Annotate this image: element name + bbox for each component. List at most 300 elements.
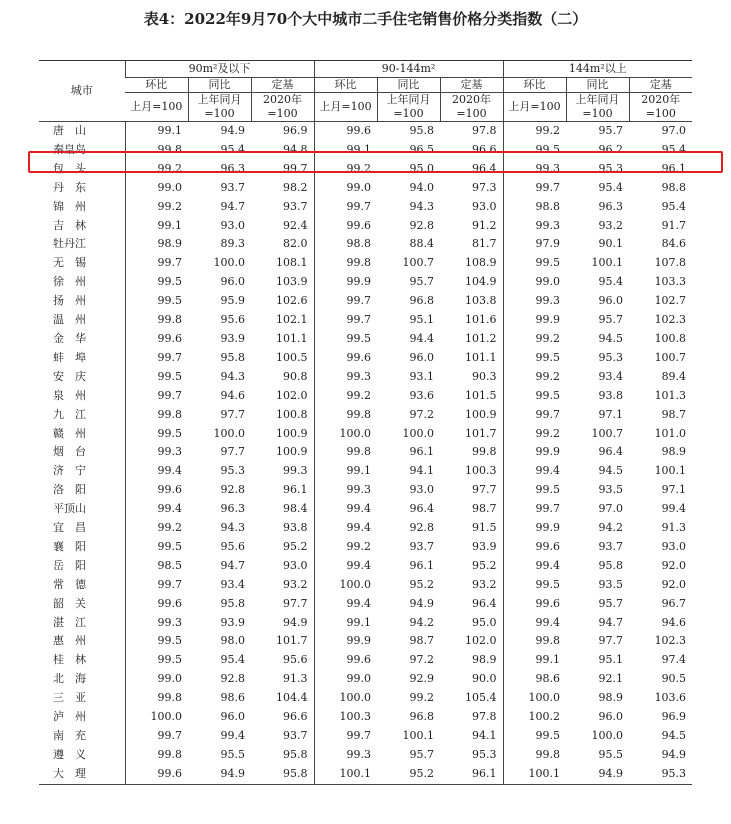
value-cell: 99.2: [503, 368, 566, 387]
value-cell: 96.0: [598, 710, 624, 724]
city-cell: 泸 州: [39, 708, 125, 727]
value-cell: 94.6: [220, 388, 245, 402]
value-cell: 88.4: [409, 237, 435, 251]
value-cell: 95.4: [220, 142, 245, 156]
value-cell: 100.8: [654, 331, 687, 345]
city-cell: 北 海: [39, 670, 125, 689]
value-cell: 100.0: [503, 689, 566, 708]
city-cell: 赣 州: [39, 425, 125, 444]
value-cell: 93.9: [220, 615, 245, 629]
value-cell: 99.6: [314, 651, 377, 670]
value-cell: 99.9: [503, 519, 566, 538]
value-cell: 95.8: [598, 558, 624, 572]
table-row: [39, 122, 692, 141]
city-cell: 徐 州: [39, 273, 125, 292]
value-cell: 93.0: [220, 218, 245, 232]
value-cell: 99.4: [503, 614, 566, 633]
value-cell: 96.0: [220, 275, 245, 289]
value-cell: 96.9: [661, 710, 687, 724]
value-cell: 99.5: [157, 369, 182, 383]
value-cell: 98.5: [157, 558, 182, 572]
value-cell: 94.7: [220, 558, 245, 572]
value-cell: 99.2: [314, 387, 377, 406]
value-cell: 93.4: [598, 369, 624, 383]
value-cell: 97.2: [409, 407, 435, 421]
value-cell: 94.5: [598, 464, 624, 478]
value-cell: 99.2: [503, 330, 566, 349]
value-cell: 103.3: [654, 275, 687, 289]
table-row: [39, 614, 692, 633]
value-cell: 97.7: [472, 483, 497, 497]
value-cell: 90.3: [472, 369, 497, 383]
value-cell: 94.4: [409, 331, 435, 345]
value-cell: 108.9: [465, 256, 497, 270]
value-cell: 99.8: [157, 313, 182, 327]
value-cell: 95.8: [220, 350, 245, 364]
value-cell: 93.7: [598, 539, 624, 553]
value-cell: 99.6: [314, 349, 377, 368]
value-cell: 99.5: [157, 653, 182, 667]
value-cell: 94.3: [409, 199, 435, 213]
value-cell: 99.6: [157, 331, 182, 345]
value-cell: 99.3: [314, 368, 377, 387]
value-cell: 99.5: [503, 727, 566, 746]
value-cell: 95.8: [409, 124, 435, 137]
sub-header: 环比: [314, 78, 377, 93]
value-cell: 94.0: [409, 180, 435, 194]
table-row: [39, 651, 692, 670]
value-cell: 97.4: [661, 653, 687, 667]
value-cell: 95.4: [598, 180, 624, 194]
value-cell: 99.8: [157, 142, 182, 156]
value-cell: 99.7: [157, 256, 182, 270]
value-cell: 99.7: [503, 500, 566, 519]
city-cell: 遵 义: [39, 746, 125, 765]
value-cell: 99.8: [503, 632, 566, 651]
value-cell: 95.7: [598, 124, 624, 137]
city-cell: 惠 州: [39, 632, 125, 651]
value-cell: 92.8: [220, 672, 245, 686]
value-cell: 90.1: [598, 237, 624, 251]
value-cell: 96.9: [283, 124, 308, 137]
value-cell: 95.6: [220, 539, 245, 553]
value-cell: 99.7: [314, 198, 377, 217]
table-row: [39, 217, 692, 236]
value-cell: 100.0: [314, 689, 377, 708]
value-cell: 94.1: [472, 729, 497, 742]
value-cell: 93.5: [598, 483, 624, 497]
value-cell: 99.7: [503, 406, 566, 425]
base-header: 上月=100: [314, 93, 377, 122]
table-row: [39, 595, 692, 614]
value-cell: 100.7: [591, 426, 624, 440]
value-cell: 97.8: [472, 124, 497, 137]
table-row: [39, 254, 692, 273]
value-cell: 98.9: [661, 445, 687, 459]
value-cell: 101.7: [465, 426, 497, 440]
value-cell: 94.9: [283, 615, 308, 629]
value-cell: 99.2: [157, 161, 182, 175]
value-cell: 98.4: [283, 502, 308, 516]
table-row: [39, 746, 692, 765]
value-cell: 99.2: [409, 691, 435, 705]
sub-header: 环比: [503, 78, 566, 93]
value-cell: 97.8: [472, 710, 497, 724]
value-cell: 99.5: [157, 426, 182, 440]
value-cell: 93.0: [472, 199, 497, 213]
value-cell: 99.8: [157, 407, 182, 421]
value-cell: 99.5: [503, 576, 566, 595]
value-cell: 100.7: [402, 256, 435, 270]
value-cell: 100.1: [314, 765, 377, 784]
value-cell: 95.4: [220, 653, 245, 667]
group-header-medium: 90-144m²: [314, 61, 503, 78]
value-cell: 99.5: [503, 481, 566, 500]
city-cell: 唐 山: [39, 122, 125, 141]
value-cell: 95.7: [409, 275, 435, 289]
value-cell: 99.8: [314, 443, 377, 462]
value-cell: 102.7: [654, 294, 687, 308]
value-cell: 94.7: [598, 615, 624, 629]
value-cell: 96.6: [472, 142, 497, 156]
value-cell: 100.0: [314, 576, 377, 595]
value-cell: 100.0: [213, 426, 245, 440]
table-row: [39, 538, 692, 557]
value-cell: 96.7: [661, 596, 687, 610]
value-cell: 97.1: [661, 483, 687, 497]
value-cell: 100.3: [314, 708, 377, 727]
value-cell: 95.3: [598, 350, 624, 364]
base-header: 2020年=100: [629, 93, 692, 122]
value-cell: 102.1: [276, 313, 308, 327]
sub-header: 定基: [629, 78, 692, 93]
value-cell: 100.9: [465, 407, 497, 421]
table-row: [39, 406, 692, 425]
value-cell: 89.4: [661, 369, 687, 383]
value-cell: 96.2: [598, 142, 624, 156]
group-header-small: 90m²及以下: [125, 61, 314, 78]
value-cell: 95.1: [409, 313, 435, 327]
value-cell: 100.1: [654, 464, 687, 478]
table-row: [39, 632, 692, 651]
table-row: [39, 330, 692, 349]
sub-header: 同比: [188, 78, 251, 93]
table-row: [39, 311, 692, 330]
value-cell: 103.6: [654, 691, 687, 705]
value-cell: 93.4: [220, 577, 245, 591]
value-cell: 91.7: [661, 218, 687, 232]
value-cell: 99.8: [314, 406, 377, 425]
value-cell: 96.3: [220, 502, 245, 516]
value-cell: 95.6: [220, 313, 245, 327]
value-cell: 97.7: [220, 445, 245, 459]
base-header: 上年同月=100: [188, 93, 251, 122]
value-cell: 99.4: [503, 462, 566, 481]
value-cell: 96.1: [409, 445, 435, 459]
value-cell: 98.9: [472, 653, 497, 667]
value-cell: 100.0: [150, 710, 182, 724]
value-cell: 100.1: [591, 256, 624, 270]
city-cell: 安 庆: [39, 368, 125, 387]
value-cell: 92.0: [661, 558, 687, 572]
value-cell: 98.8: [661, 180, 687, 194]
value-cell: 99.5: [503, 141, 566, 160]
value-cell: 99.6: [157, 483, 182, 497]
value-cell: 99.2: [503, 122, 566, 141]
value-cell: 99.0: [157, 180, 182, 194]
value-cell: 101.5: [465, 388, 497, 402]
value-cell: 102.3: [654, 313, 687, 327]
value-cell: 91.3: [283, 672, 308, 686]
value-cell: 93.8: [598, 388, 624, 402]
value-cell: 100.0: [213, 256, 245, 270]
value-cell: 95.8: [220, 596, 245, 610]
value-cell: 97.1: [598, 407, 624, 421]
value-cell: 98.0: [220, 634, 245, 648]
table-row: [39, 235, 692, 254]
value-cell: 93.2: [598, 218, 624, 232]
value-cell: 99.4: [503, 557, 566, 576]
value-cell: 99.6: [503, 538, 566, 557]
value-cell: 94.5: [598, 331, 624, 345]
value-cell: 99.9: [503, 311, 566, 330]
value-cell: 99.7: [157, 729, 182, 742]
value-cell: 96.1: [661, 161, 687, 175]
value-cell: 95.0: [409, 161, 435, 175]
base-header: 上年同月=100: [377, 93, 440, 122]
table-title: 表4：2022年9月70个大中城市二手住宅销售价格分类指数（二）: [143, 10, 588, 28]
value-cell: 93.7: [283, 729, 308, 742]
table-row: [39, 500, 692, 519]
value-cell: 101.7: [276, 634, 308, 648]
city-cell: 温 州: [39, 311, 125, 330]
value-cell: 99.6: [157, 596, 182, 610]
value-cell: 104.4: [276, 691, 308, 705]
city-cell: 岳 阳: [39, 557, 125, 576]
value-cell: 94.8: [283, 142, 308, 156]
value-cell: 94.7: [220, 199, 245, 213]
table-body: [39, 122, 692, 785]
value-cell: 92.1: [598, 672, 624, 686]
value-cell: 99.9: [314, 632, 377, 651]
value-cell: 101.1: [465, 350, 497, 364]
value-cell: 102.3: [654, 634, 687, 648]
value-cell: 100.9: [276, 445, 308, 459]
city-cell: 包 头: [39, 160, 125, 179]
table-row: [39, 443, 692, 462]
value-cell: 97.9: [503, 235, 566, 254]
value-cell: 99.3: [157, 615, 182, 629]
value-cell: 99.6: [503, 595, 566, 614]
value-cell: 99.5: [503, 349, 566, 368]
value-cell: 99.5: [503, 254, 566, 273]
value-cell: 100.8: [276, 407, 308, 421]
value-cell: 94.1: [409, 464, 435, 478]
value-cell: 92.4: [283, 218, 308, 232]
value-cell: 90.8: [283, 369, 308, 383]
value-cell: 93.2: [472, 577, 497, 591]
city-cell: 襄 阳: [39, 538, 125, 557]
value-cell: 99.1: [314, 141, 377, 160]
city-cell: 泉 州: [39, 387, 125, 406]
value-cell: 96.4: [598, 445, 624, 459]
value-cell: 94.9: [409, 596, 435, 610]
value-cell: 99.6: [125, 765, 188, 784]
value-cell: 92.8: [409, 218, 435, 232]
value-cell: 99.7: [314, 311, 377, 330]
value-cell: 99.3: [157, 445, 182, 459]
value-cell: 95.5: [598, 747, 624, 761]
city-cell: 三 亚: [39, 689, 125, 708]
value-cell: 96.4: [409, 502, 435, 516]
value-cell: 98.9: [157, 237, 182, 251]
value-cell: 99.3: [503, 217, 566, 236]
value-cell: 99.4: [314, 557, 377, 576]
value-cell: 96.8: [409, 294, 435, 308]
city-cell: 大 理: [39, 765, 125, 784]
value-cell: 96.6: [283, 710, 308, 724]
value-cell: 96.4: [472, 161, 497, 175]
value-cell: 99.4: [157, 464, 182, 478]
table-row: [39, 292, 692, 311]
value-cell: 94.6: [661, 615, 687, 629]
value-cell: 84.6: [661, 237, 687, 251]
value-cell: 93.7: [220, 180, 245, 194]
value-cell: 99.5: [314, 330, 377, 349]
value-cell: 92.0: [661, 577, 687, 591]
value-cell: 95.5: [220, 747, 245, 761]
city-cell: 湛 江: [39, 614, 125, 633]
value-cell: 95.1: [598, 653, 624, 667]
value-cell: 96.1: [283, 483, 308, 497]
value-cell: 99.4: [314, 519, 377, 538]
city-cell: 金 华: [39, 330, 125, 349]
table-row: [39, 689, 692, 708]
city-cell: 丹 东: [39, 179, 125, 198]
value-cell: 99.4: [314, 500, 377, 519]
value-cell: 108.1: [276, 256, 308, 270]
value-cell: 93.9: [472, 539, 497, 553]
value-cell: 93.0: [661, 539, 687, 553]
value-cell: 101.2: [465, 331, 497, 345]
base-header: 上月=100: [125, 93, 188, 122]
city-cell: 九 江: [39, 406, 125, 425]
value-cell: 99.5: [157, 539, 182, 553]
value-cell: 100.1: [402, 729, 435, 742]
value-cell: 95.4: [661, 142, 687, 156]
value-cell: 100.0: [591, 729, 624, 742]
sub-header: 定基: [440, 78, 503, 93]
value-cell: 99.4: [661, 502, 687, 516]
value-cell: 96.0: [220, 710, 245, 724]
value-cell: 107.8: [654, 256, 687, 270]
value-cell: 94.9: [661, 747, 687, 761]
value-cell: 98.2: [283, 180, 308, 194]
value-cell: 98.7: [661, 407, 687, 421]
value-cell: 103.9: [276, 275, 308, 289]
base-header: 2020年=100: [251, 93, 314, 122]
table-row: [39, 462, 692, 481]
value-cell: 98.6: [220, 691, 245, 705]
city-cell: 宜 昌: [39, 519, 125, 538]
sub-header: 同比: [566, 78, 629, 93]
value-cell: 99.7: [157, 350, 182, 364]
value-cell: 99.6: [314, 217, 377, 236]
city-cell: 平顶山: [39, 500, 125, 519]
value-cell: 95.2: [283, 539, 308, 553]
table-row: [39, 273, 692, 292]
value-cell: 94.9: [566, 765, 629, 784]
value-cell: 96.0: [409, 350, 435, 364]
value-cell: 94.9: [188, 765, 251, 784]
value-cell: 93.0: [283, 558, 308, 572]
value-cell: 98.9: [598, 691, 624, 705]
value-cell: 97.7: [598, 634, 624, 648]
value-cell: 98.7: [409, 634, 435, 648]
value-cell: 99.1: [314, 462, 377, 481]
city-cell: 吉 林: [39, 217, 125, 236]
value-cell: 99.6: [314, 122, 377, 141]
value-cell: 98.7: [472, 502, 497, 516]
value-cell: 100.7: [654, 350, 687, 364]
city-cell: 牡丹江: [39, 235, 125, 254]
value-cell: 100.2: [503, 708, 566, 727]
table-row: [39, 708, 692, 727]
value-cell: 99.2: [157, 521, 182, 535]
value-cell: 99.2: [503, 425, 566, 444]
city-cell: 锦 州: [39, 198, 125, 217]
value-cell: 97.2: [409, 653, 435, 667]
value-cell: 99.3: [503, 160, 566, 179]
value-cell: 102.0: [276, 388, 308, 402]
value-cell: 96.1: [440, 765, 503, 784]
table-row: [39, 368, 692, 387]
value-cell: 100.0: [402, 426, 435, 440]
value-cell: 99.1: [157, 218, 182, 232]
value-cell: 94.2: [598, 521, 624, 535]
city-cell: 秦皇岛: [39, 141, 125, 160]
sub-header: 同比: [377, 78, 440, 93]
value-cell: 96.0: [598, 294, 624, 308]
value-cell: 101.3: [654, 388, 687, 402]
value-cell: 92.9: [409, 672, 435, 686]
value-cell: 99.0: [314, 179, 377, 198]
value-cell: 99.5: [503, 387, 566, 406]
value-cell: 94.9: [220, 124, 245, 137]
value-cell: 95.9: [220, 294, 245, 308]
value-cell: 93.7: [283, 199, 308, 213]
value-cell: 99.5: [157, 294, 182, 308]
value-cell: 95.7: [409, 747, 435, 761]
value-cell: 102.0: [465, 634, 497, 648]
value-cell: 99.4: [157, 502, 182, 516]
value-cell: 100.0: [314, 425, 377, 444]
value-cell: 101.6: [465, 313, 497, 327]
city-cell: 洛 阳: [39, 481, 125, 500]
value-cell: 91.2: [472, 218, 497, 232]
table-row: [39, 349, 692, 368]
city-cell: 无 锡: [39, 254, 125, 273]
sub-header: 环比: [125, 78, 188, 93]
value-cell: 92.8: [220, 483, 245, 497]
value-cell: 99.7: [314, 727, 377, 746]
value-cell: 93.8: [283, 521, 308, 535]
base-header: 2020年=100: [440, 93, 503, 122]
highlight-box: [28, 151, 723, 173]
value-cell: 99.8: [157, 747, 182, 761]
value-cell: 93.5: [598, 577, 624, 591]
value-cell: 99.7: [503, 179, 566, 198]
